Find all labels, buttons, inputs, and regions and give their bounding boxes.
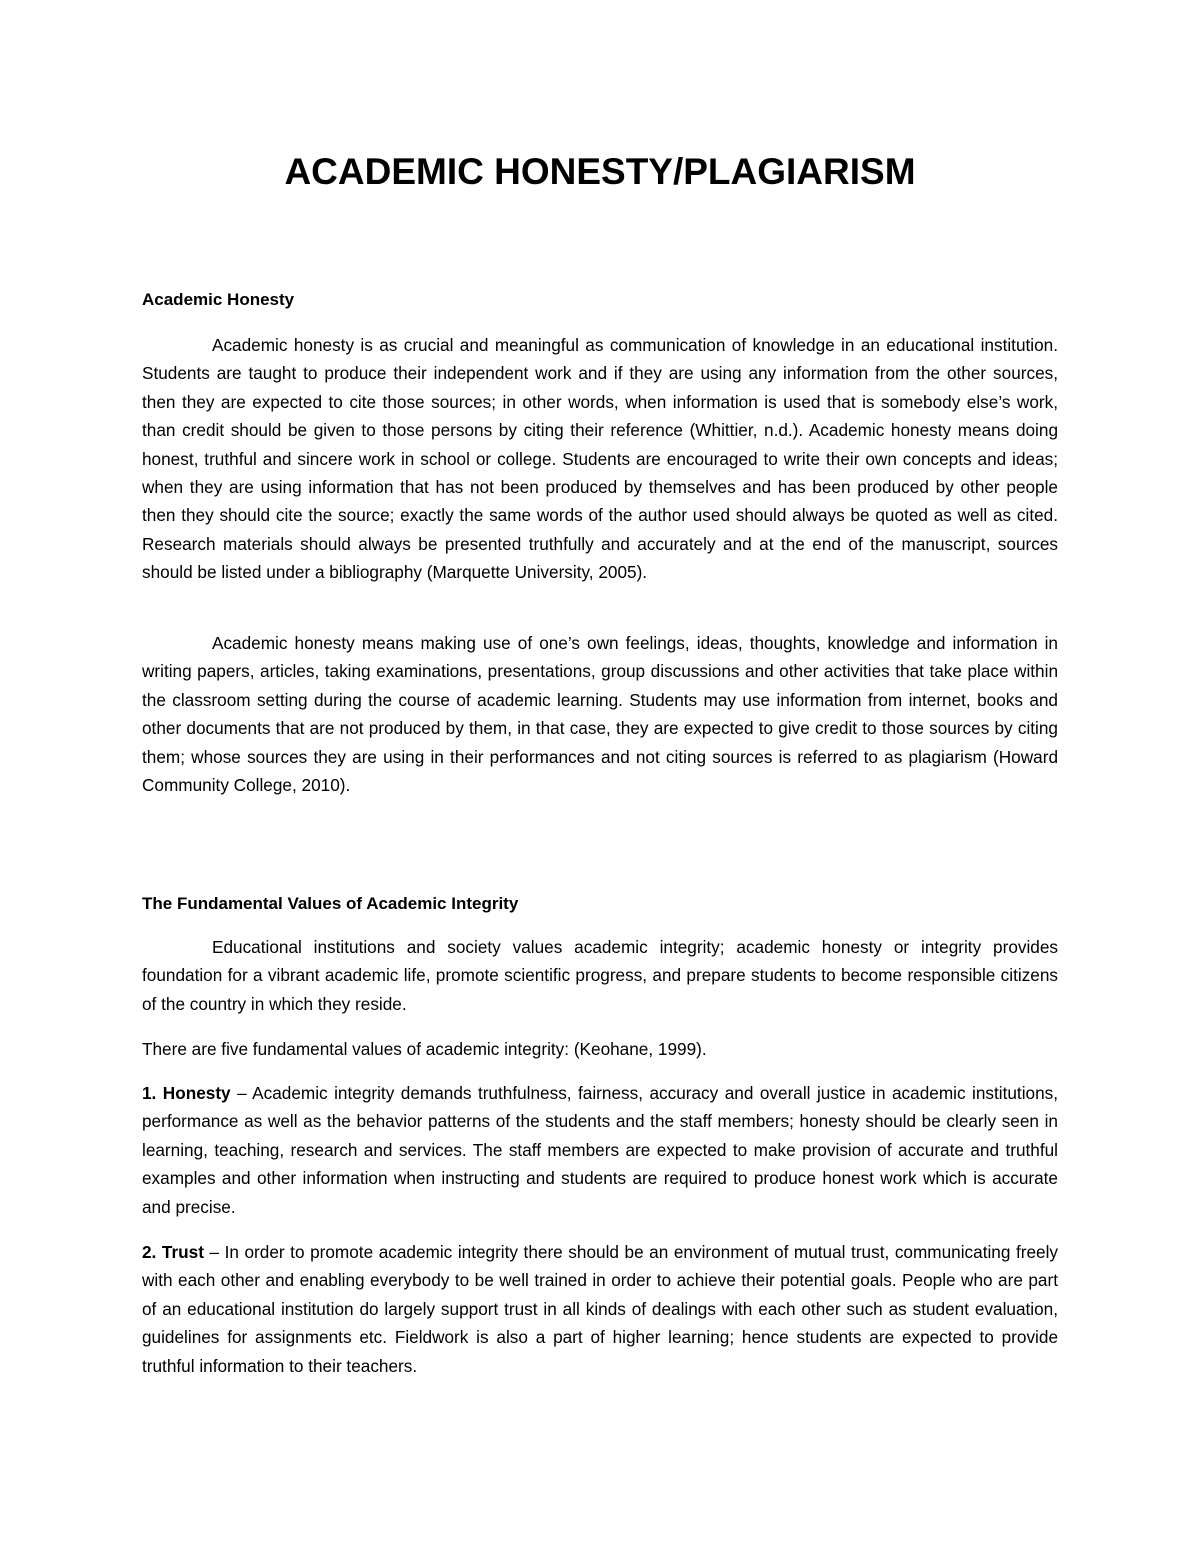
section-heading-fundamental-values: The Fundamental Values of Academic Integrity [142,894,519,913]
value-item-honesty-label: 1. Honesty [142,1083,231,1103]
section-heading-academic-honesty: Academic Honesty [142,290,295,309]
document-title: ACADEMIC HONESTY/PLAGIARISM [284,151,916,192]
value-item-trust-text: – In order to promote academic integrity there should be an environment of mutual trust, communicating freely with each other and enabling everybody to be well trained in order to achieve their potential goals. People who are part of an educational institution do largely support trust in all kinds of dealings with each other such as student evaluation, guidelines for assignments etc. Fieldwork is also a part of higher learning; hence students are expected to provide truthful information to their teachers. [142,1242,1058,1376]
paragraph-academic-honesty-2: Academic honesty means making use of one’s own feelings, ideas, thoughts, knowledge and information in writing papers, articles, taking examinations, presentations, group discussions and other activities that take place within the classroom setting during the course of academic learning. Students may use information from internet, books and other documents that are not produced by them, in that case, they are expected to give credit to those sources by citing them; whose sources they are using in their performances and not citing sources is referred to as plagiarism (Howard Community College, 2010). [142,633,1058,796]
paragraph-five-values: There are five fundamental values of academic integrity: (Keohane, 1999). [142,1039,707,1059]
value-item-trust [142,1238,1058,1380]
paragraph-academic-honesty-1: Academic honesty is as crucial and meaningful as communication of knowledge in an educational institution. Students are taught to produce their independent work and if they are using any information from the other sources, then they are expected to cite those sources; in other words, when information is used that is somebody else’s work, than credit should be given to those persons by citing their reference (Whittier, n.d.). Academic honesty means doing honest, truthful and sincere work in school or college. Students are encouraged to write their own concepts and ideas; when they are using information that has not been produced by themselves and has been produced by other people then they should cite the source; exactly the same words of the author used should always be quoted as well as cited. Research materials should always be presented truthfully and accurately and at the end of the manuscript, sources should be listed under a bibliography (Marquette University, 2005). [142,335,1058,583]
paragraph-fundamental-values-intro: Educational institutions and society values academic integrity; academic honesty or integrity provides foundation for a vibrant academic life, promote scientific progress, and prepare students to become responsible citizens of the country in which they reside. [142,937,1058,1014]
value-item-trust-label: 2. Trust [142,1242,204,1262]
value-item-honesty-text: – Academic integrity demands truthfulness, fairness, accuracy and overall justice in academic institutions, performance as well as the behavior patterns of the students and the staff members; honesty should be clearly seen in learning, teaching, research and services. The staff members are expected to make provision of accurate and truthful examples and other information when instructing and students are required to produce honest work which is accurate and precise. [142,1083,1059,1217]
value-item-honesty [142,1079,1058,1221]
